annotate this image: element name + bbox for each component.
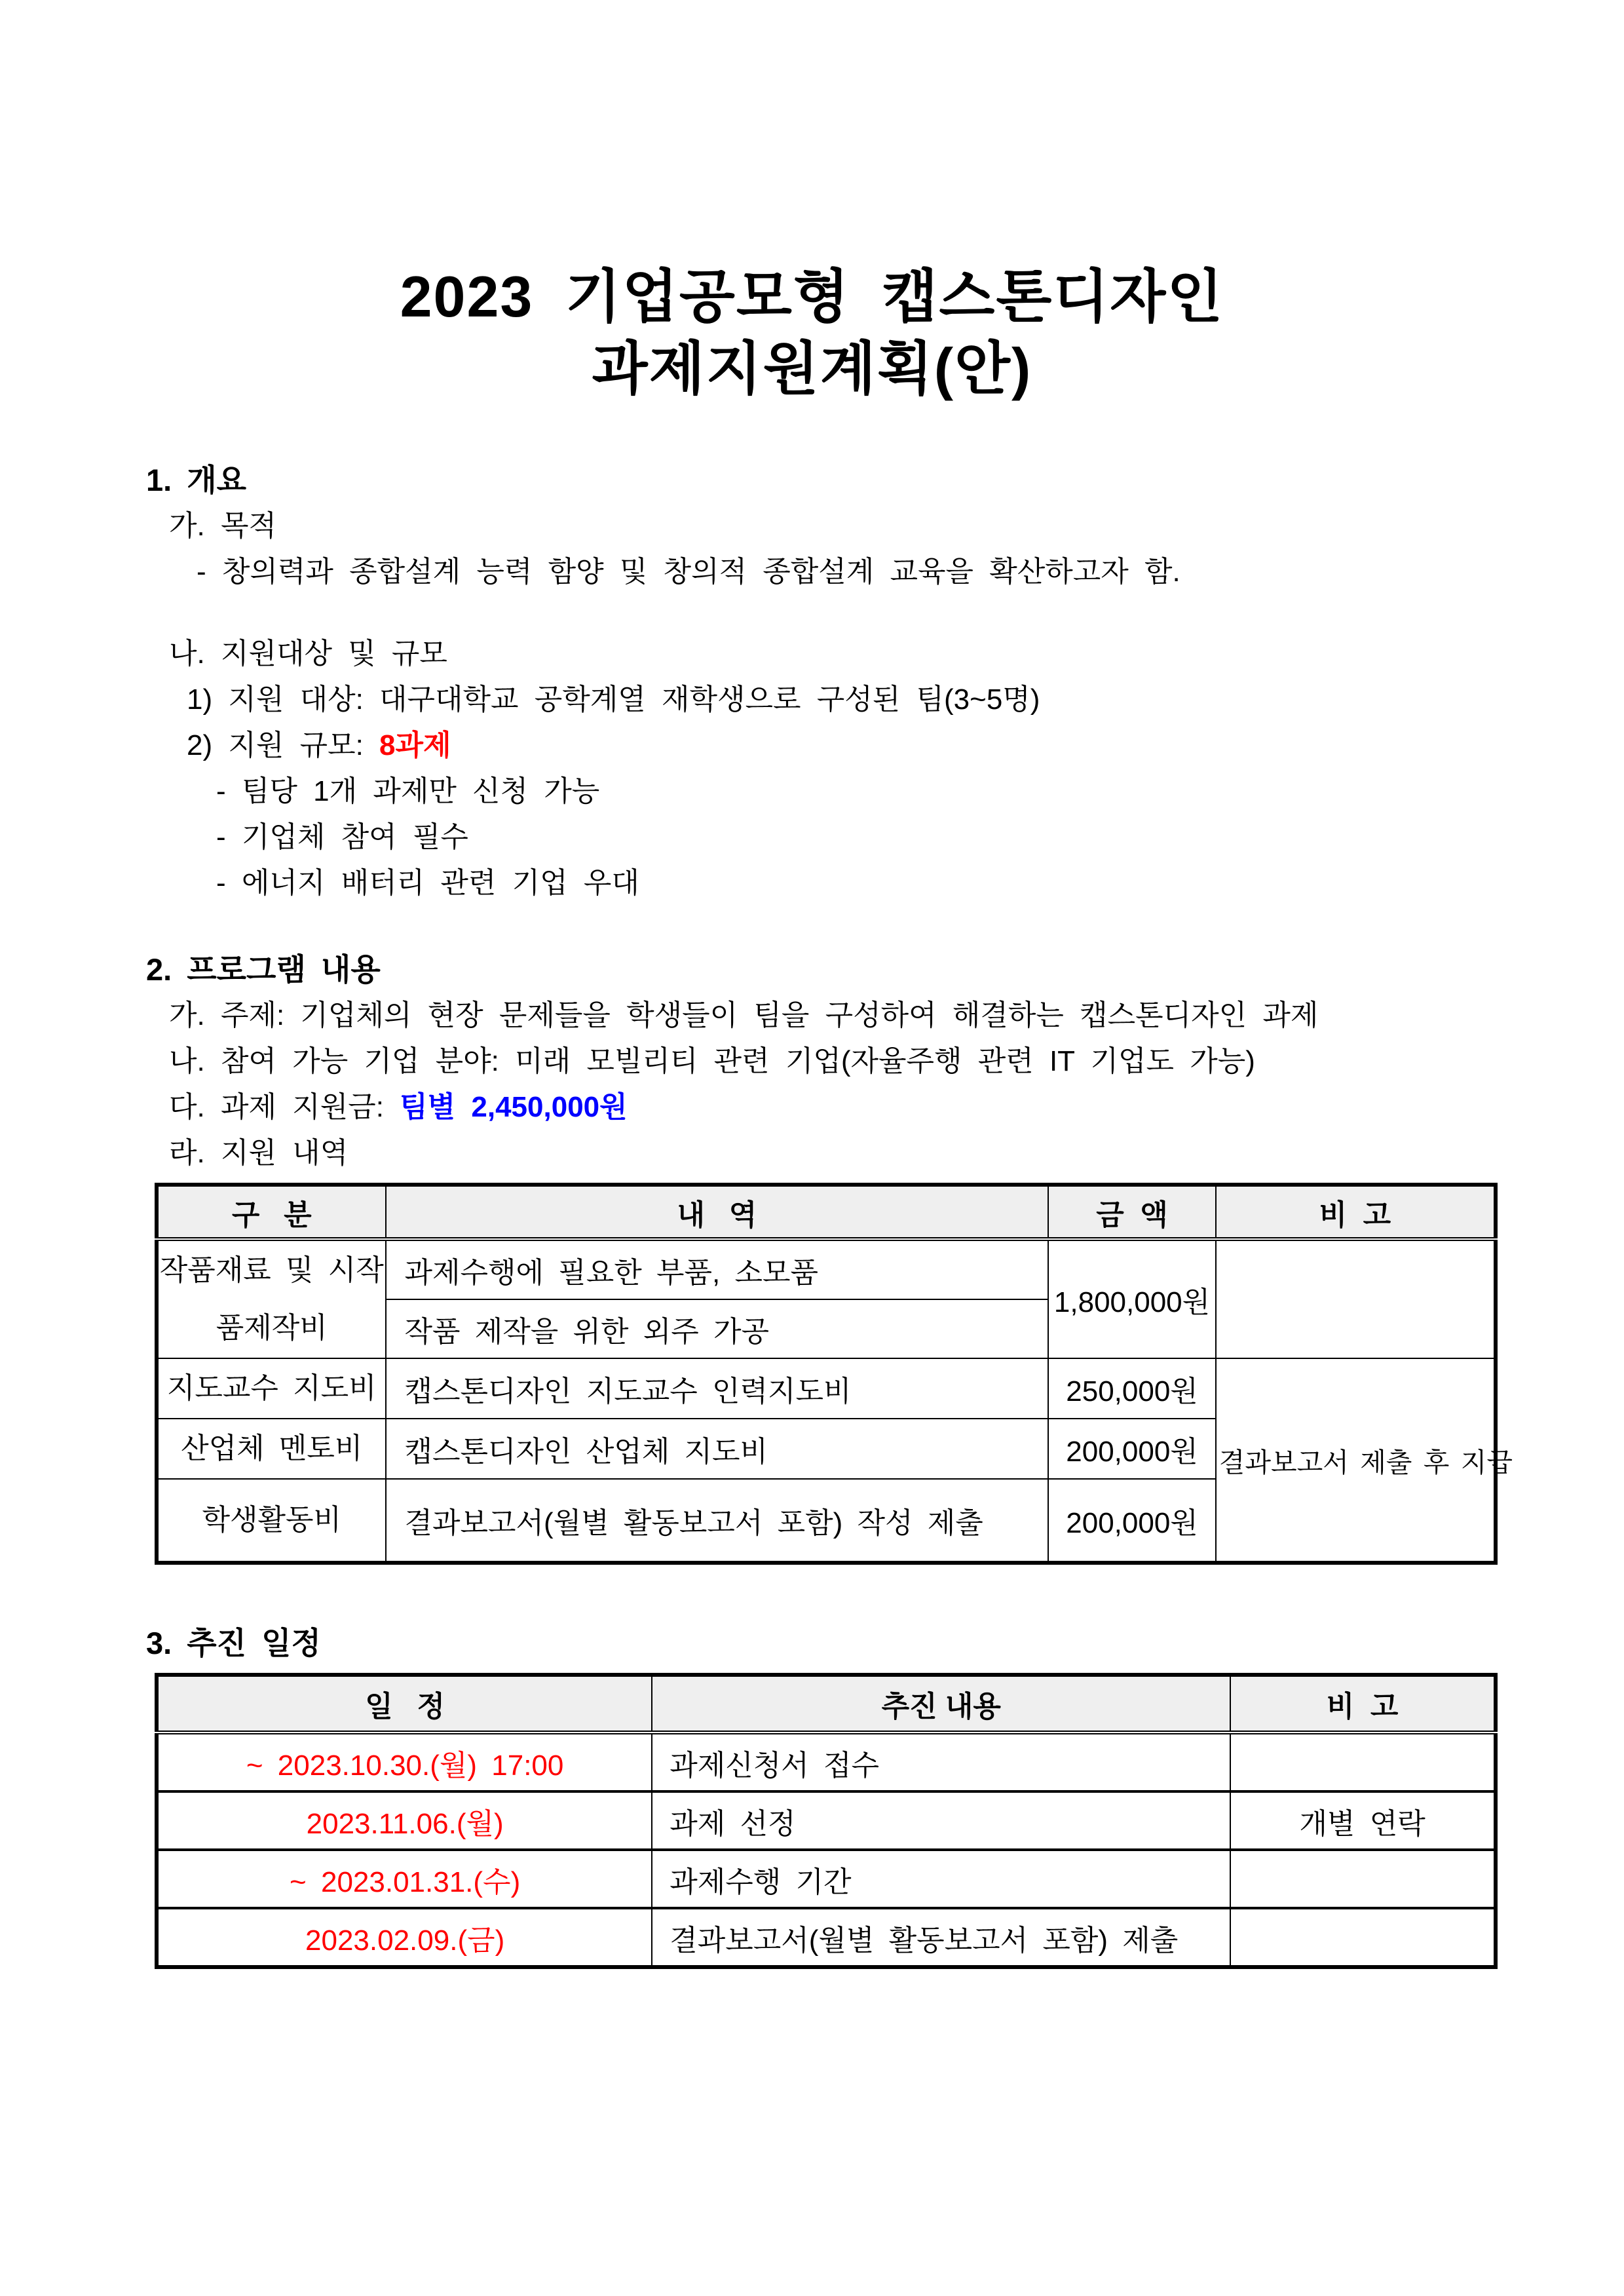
program-grant-line	[169, 1084, 1502, 1130]
support-detail-table	[155, 1183, 1513, 1565]
student-amount-cell: 200,000원	[1048, 1479, 1216, 1563]
support-header-category: 구 분	[157, 1185, 386, 1239]
mentor-detail-cell: 캡스톤디자인 산업체 지도비	[386, 1419, 1049, 1479]
overview-scale-note-3: - 에너지 배터리 관련 기업 우대	[216, 867, 639, 899]
overview-purpose-desc: - 창의력과 종합설계 능력 함양 및 창의적 종합설계 교육을 확산하고자 함.	[197, 556, 1180, 588]
overview-scale-prefix: 2) 지원 규모:	[187, 729, 380, 761]
document-title-line1: 2023 기업공모형 캡스톤디자인	[400, 264, 1224, 329]
materials-amount-cell: 1,800,000원	[1048, 1239, 1216, 1358]
overview-purpose-label: 가. 목적	[169, 510, 276, 542]
schedule-select-content: 과제 선정	[652, 1791, 1230, 1850]
section-overview-heading: 1. 개요	[146, 463, 247, 497]
schedule-perform-note	[1230, 1850, 1496, 1908]
schedule-apply-date: ~ 2023.10.30.(월) 17:00	[157, 1732, 652, 1791]
program-field: 나. 참여 가능 기업 분야: 미래 모빌리티 관련 기업(자율주행 관련 IT 기업도 가능)	[169, 1045, 1255, 1077]
support-header-note: 비 고	[1216, 1185, 1496, 1239]
schedule-row-select	[157, 1791, 1496, 1850]
overview-scale-note-2: - 기업체 참여 필수	[216, 821, 468, 853]
support-header-detail: 내 역	[386, 1185, 1049, 1239]
schedule-perform-content: 과제수행 기간	[652, 1850, 1230, 1908]
materials-detail1-cell: 과제수행에 필요한 부품, 소모품	[386, 1239, 1049, 1299]
schedule-perform-date: ~ 2023.01.31.(수)	[157, 1850, 652, 1908]
support-header-amount: 금 액	[1048, 1185, 1216, 1239]
section-program-heading: 2. 프로그램 내용	[146, 952, 381, 987]
schedule-row-apply	[157, 1732, 1496, 1791]
overview-scale-value: 8과제	[379, 729, 451, 761]
schedule-apply-note	[1230, 1732, 1496, 1791]
program-grant-prefix: 다. 과제 지원금:	[169, 1091, 400, 1123]
document-title	[0, 261, 1624, 405]
professor-amount-cell: 250,000원	[1048, 1358, 1216, 1419]
schedule-table	[155, 1673, 1498, 1969]
schedule-header-content: 추진 내용	[652, 1675, 1230, 1732]
schedule-header-date: 일 정	[157, 1675, 652, 1732]
program-detail-label: 라. 지원 내역	[169, 1137, 349, 1169]
schedule-report-content: 결과보고서(월별 활동보고서 포함) 제출	[652, 1908, 1230, 1967]
schedule-report-date: 2023.02.09.(금)	[157, 1908, 652, 1967]
schedule-select-note: 개별 연락	[1230, 1791, 1496, 1850]
student-category-cell: 학생활동비	[157, 1479, 386, 1563]
materials-note-cell	[1216, 1239, 1496, 1358]
overview-target-heading: 나. 지원대상 및 규모	[169, 638, 447, 670]
schedule-header-note: 비 고	[1230, 1675, 1496, 1732]
student-detail-cell: 결과보고서(월별 활동보고서 포함) 작성 제출	[386, 1479, 1049, 1563]
support-table-header-row	[157, 1185, 1496, 1239]
professor-category-cell: 지도교수 지도비	[157, 1358, 386, 1419]
schedule-row-perform	[157, 1850, 1496, 1908]
program-grant-value: 팀별 2,450,000원	[400, 1091, 628, 1123]
mentor-amount-cell: 200,000원	[1048, 1419, 1216, 1479]
materials-detail2-cell: 작품 제작을 위한 외주 가공	[386, 1299, 1049, 1358]
schedule-apply-content: 과제신청서 접수	[652, 1732, 1230, 1791]
overview-scale-note-1: - 팀당 1개 과제만 신청 가능	[216, 775, 600, 807]
payment-note-cell: 결과보고서 제출 후 지급	[1216, 1358, 1496, 1563]
schedule-select-date: 2023.11.06.(월)	[157, 1791, 652, 1850]
overview-target-item: 1) 지원 대상: 대구대학교 공학계열 재학생으로 구성된 팀(3~5명)	[187, 683, 1040, 716]
table-row-professor	[157, 1358, 1496, 1419]
overview-scale-line	[187, 723, 1502, 769]
professor-detail-cell: 캡스톤디자인 지도교수 인력지도비	[386, 1358, 1049, 1419]
section-schedule-heading: 3. 추진 일정	[146, 1626, 321, 1660]
document-title-line2: 과제지원계획(안)	[592, 336, 1032, 401]
schedule-row-report	[157, 1908, 1496, 1967]
schedule-report-note	[1230, 1908, 1496, 1967]
materials-category-cell: 작품재료 및 시작품제작비	[157, 1239, 386, 1358]
schedule-header-row	[157, 1675, 1496, 1732]
table-row-materials-1	[157, 1239, 1496, 1299]
program-topic: 가. 주제: 기업체의 현장 문제들을 학생들이 팀을 구성하여 해결하는 캡스톤디자인 과제	[169, 999, 1319, 1031]
mentor-category-cell: 산업체 멘토비	[157, 1419, 386, 1479]
